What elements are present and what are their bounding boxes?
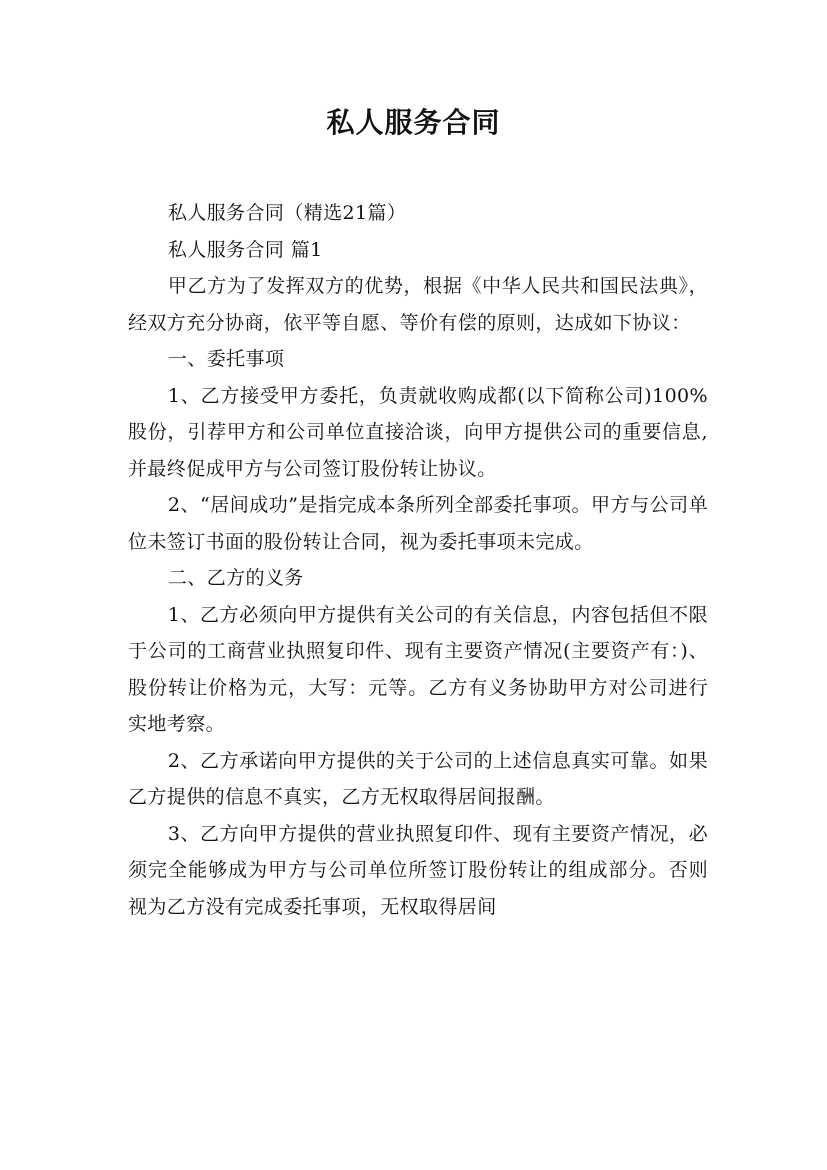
document-body xyxy=(128,195,708,925)
paragraph: 3、乙方向甲方提供的营业执照复印件、现有主要资产情况，必须完全能够成为甲方与公司单位所签订股份转让的组成部分。否则视为乙方没有完成委托事项，无权取得居间 xyxy=(128,822,708,918)
section-heading: 二、乙方的义务 xyxy=(167,567,304,589)
paragraph: 1、乙方必须向甲方提供有关公司的有关信息，内容包括但不限于公司的工商营业执照复印件、现有主要资产情况(主要资产有：)、股份转让价格为元，大写：元等。乙方有义务协助甲方对公司进行实地考察。 xyxy=(128,603,708,735)
paragraph: 2、乙方承诺向甲方提供的关于公司的上述信息真实可靠。如果乙方提供的信息不真实，乙方无权取得居间报酬。 xyxy=(128,749,708,808)
document-title: 私人服务合同 xyxy=(326,106,501,139)
paragraph: 2、“居间成功”是指完成本条所列全部委托事项。甲方与公司单位未签订书面的股份转让合同，视为委托事项未完成。 xyxy=(128,494,708,553)
paragraph: 1、乙方接受甲方委托，负责就收购成都(以下简称公司)100%股份，引荐甲方和公司单位直接洽谈，向甲方提供公司的重要信息,并最终促成甲方与公司签订股份转让协议。 xyxy=(128,384,708,480)
section-heading: 一、委托事项 xyxy=(167,348,285,370)
paragraph: 甲乙方为了发挥双方的优势，根据《中华人民共和国民法典》，经双方充分协商，依平等自愿、等价有偿的原则，达成如下协议： xyxy=(128,275,708,334)
paragraph: 私人服务合同（精选21篇） xyxy=(167,202,407,224)
paragraph: 私人服务合同 篇1 xyxy=(167,238,323,261)
